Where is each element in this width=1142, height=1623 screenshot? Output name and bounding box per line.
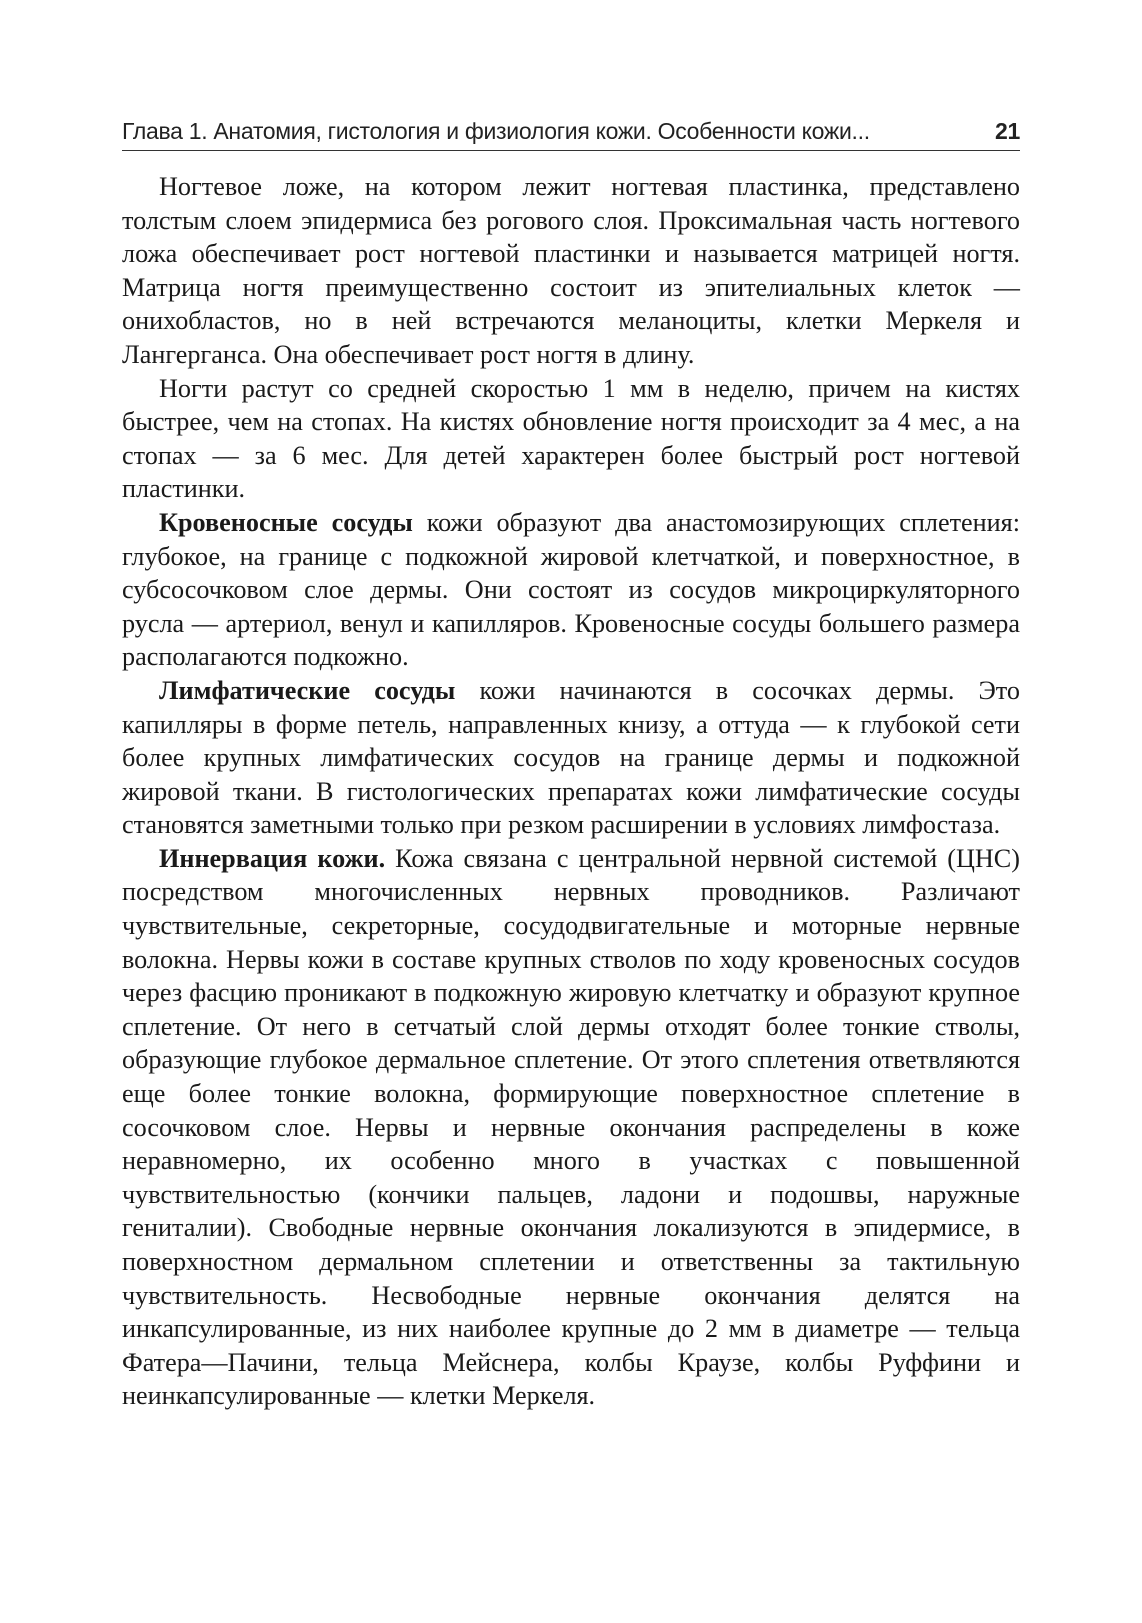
paragraph-lymph-vessels [122,674,1020,842]
paragraph-nail-bed [122,170,1020,372]
paragraph-blood-vessels [122,506,1020,674]
body-text [122,170,1020,1413]
paragraph-text: Ногтевое ложе, на котором лежит ногтевая пластинка, представлено толстым слоем эпидермиса без рогового слоя. Проксимальная часть ногтевого ложа обеспечивает рост ногтевой пластинки и называется матрицей ногтя. Матрица ногтя преимущественно состоит из эпителиальных клеток — онихобластов, но в ней встречаются меланоциты, клетки Меркеля и Лангерганса. Она обеспечивает рост ногтя в длину. [122,172,1020,369]
paragraph-text: кожи начинаются в сосочках дермы. Это капилляры в форме петель, направленных книзу, а оттуда — к глубокой сети более крупных лимфатических сосудов на границе дермы и подкожной жировой ткани. В гистологических препаратах кожи лимфатические сосуды становятся заметными только при резком расширении в условиях лимфостаза. [122,675,1020,840]
paragraph-text: Ногти растут со средней скоростью 1 мм в неделю, причем на кистях быстрее, чем на стопах. На кистях обновление ногтя происходит за 4 мес, а на стопах — за 6 мес. Для детей характерен более быстрый рост ногтевой пластинки. [122,373,1020,504]
paragraph-lead: Кровеносные сосуды [159,507,413,537]
paragraph-nail-growth [122,372,1020,506]
page-number: 21 [995,118,1020,144]
running-header [122,118,1020,148]
paragraph-innervation [122,842,1020,1413]
chapter-title: Глава 1. Анатомия, гистология и физиология кожи. Особенности кожи... [122,118,870,144]
paragraph-lead: Лимфатические сосуды [159,675,456,705]
paragraph-text: Кожа связана с центральной нервной системой (ЦНС) посредством многочисленных нервных проводников. Различают чувствительные, секреторные, сосудодвигательные и моторные нервные волокна. Нервы кожи в составе крупных стволов по ходу кровеносных сосудов через фасцию проникают в подкожную жировую клетчатку и образуют крупное сплетение. От него в сетчатый слой дермы отходят более тонкие стволы, образующие глубокое дермальное сплетение. От этого сплетения ответвляются еще более тонкие волокна, формирующие поверхностное сплетение в сосочковом слое. Нервы и нервные окончания распределены в коже неравномерно, их особенно много в участках с повышенной чувствительностью (кончики пальцев, ладони и подошвы, наружные гениталии). Свободные нервные окончания локализуются в эпидермисе, в поверхностном дермальном сплетении и ответственны за тактильную чувствительность. Несвободные нервные окончания делятся на инкапсулированные, из них наиболее крупные до 2 мм в диаметре — тельца Фатера—Пачини, тельца Мейснера, колбы Краузе, колбы Руффини и неинкапсулированные — клетки Меркеля. [122,843,1020,1411]
header-rule [122,150,1020,151]
paragraph-lead: Иннервация кожи. [159,843,386,873]
paragraph-text: кожи образуют два анастомозирующих сплетения: глубокое, на границе с подкожной жировой клетчаткой, и поверхностное, в субсосочковом слое дермы. Они состоят из сосудов микроциркуляторного русла — артериол, венул и капилляров. Кровеносные сосуды большего размера располагаются подкожно. [122,507,1020,672]
